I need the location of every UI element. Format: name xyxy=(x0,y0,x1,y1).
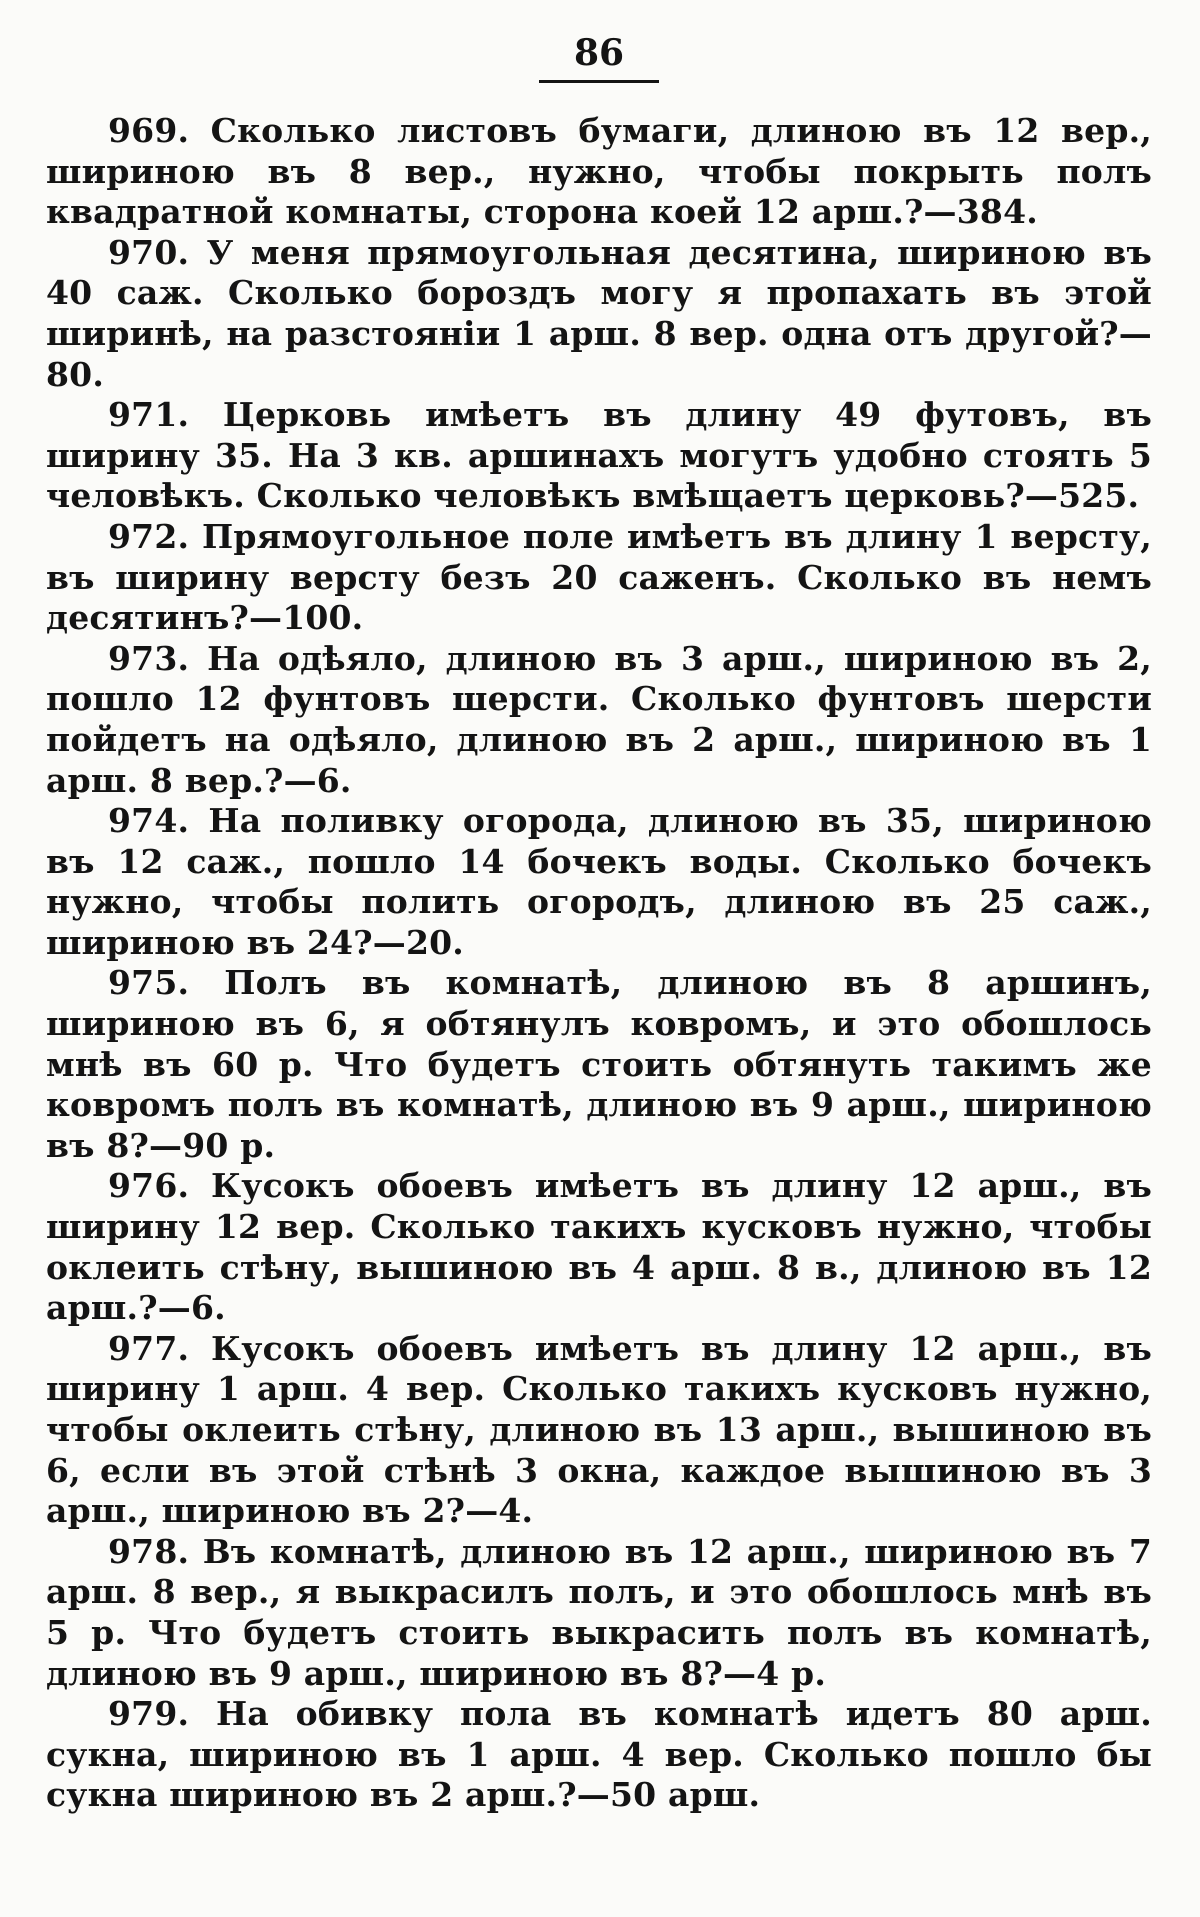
problem-973: 973. На одѣяло, длиною въ 3 арш., шириною въ 2, пошло 12 фунтовъ шерсти. Сколько фунтовъ шерсти пойдетъ на одѣяло, длиною въ 2 арш., шириною въ 1 арш. 8 вер.?—6. xyxy=(46,638,1152,800)
problem-969: 969. Сколько листовъ бумаги, длиною въ 12 вер., шириною въ 8 вер., нужно, чтобы покрыть полъ квадратной комнаты, сторона коей 12 арш.?—384. xyxy=(46,111,1152,232)
problem-979: 979. На обивку пола въ комнатѣ идетъ 80 арш. сукна, шириною въ 1 арш. 4 вер. Сколько пошло бы сукна шириною въ 2 арш.?—50 арш. xyxy=(46,1694,1152,1815)
problem-978: 978. Въ комнатѣ, длиною въ 12 арш., шириною въ 7 арш. 8 вер., я выкрасилъ полъ, и это обошлось мнѣ въ 5 р. Что будетъ стоить выкрасить полъ въ комнатѣ, длиною въ 9 арш., шириною въ 8?—4 р. xyxy=(46,1531,1152,1693)
problem-972: 972. Прямоугольное поле имѣетъ въ длину 1 версту, въ ширину версту безъ 20 саженъ. Сколько въ немъ десятинъ?—100. xyxy=(46,516,1152,638)
page-number: 86 xyxy=(573,32,625,74)
problem-975: 975. Полъ въ комнатѣ, длиною въ 8 аршинъ, шириною въ 6, я обтянулъ ковромъ, и это обошлось мнѣ въ 60 р. Что будетъ стоить обтянуть такимъ же ковромъ полъ въ комнатѣ, длиною въ 9 арш., шириною въ 8?—90 р. xyxy=(46,963,1152,1165)
book-page xyxy=(46,30,1152,1900)
problem-974: 974. На поливку огорода, длиною въ 35, шириною въ 12 саж., пошло 14 бочекъ воды. Сколько бочекъ нужно, чтобы полить огородъ, длиною въ 25 саж., шириною въ 24?—20. xyxy=(46,801,1152,962)
page-number-rule xyxy=(539,80,659,83)
problem-976: 976. Кусокъ обоевъ имѣетъ въ длину 12 арш., въ ширину 12 вер. Сколько такихъ кусковъ нужно, чтобы оклеить стѣну, вышиною въ 4 арш. 8 в., длиною въ 12 арш.?—6. xyxy=(46,1166,1152,1328)
problem-970: 970. У меня прямоугольная десятина, шириною въ 40 саж. Сколько бороздъ могу я пропахать въ этой ширинѣ, на разстояніи 1 арш. 8 вер. одна отъ другой?—80. xyxy=(46,232,1152,394)
problem-971: 971. Церковь имѣетъ въ длину 49 футовъ, въ ширину 35. На 3 кв. аршинахъ могутъ удобно стоять 5 человѣкъ. Сколько человѣкъ вмѣщаетъ церковь?—525. xyxy=(46,395,1152,516)
problem-list xyxy=(46,111,1152,1816)
problem-977: 977. Кусокъ обоевъ имѣетъ въ длину 12 арш., въ ширину 1 арш. 4 вер. Сколько такихъ кусковъ нужно, чтобы оклеить стѣну, длиною въ 13 арш., вышиною въ 6, если въ этой стѣнѣ 3 окна, каждое вышиною въ 3 арш., шириною въ 2?—4. xyxy=(46,1328,1152,1531)
